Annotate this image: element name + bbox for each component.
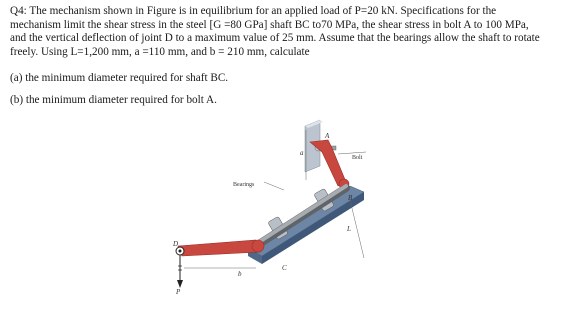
label-bearings: Bearings	[233, 182, 255, 188]
question-line-3: and the vertical deflection of joint D to a maximum value of 25 mm. Assume that the bearings allow the shaft to rotate	[10, 32, 540, 45]
label-b-point: B	[348, 194, 353, 202]
question-line-4: freely. Using L=1,200 mm, a =110 mm, and b = 210 mm, calculate	[10, 45, 310, 58]
label-a-dim: a	[300, 149, 304, 157]
part-b: (b) the minimum diameter required for bolt A.	[10, 94, 217, 106]
mechanism-figure	[160, 118, 370, 296]
label-p-load: P	[176, 288, 181, 296]
question-line-1: Q4: The mechanism shown in Figure is in equilibrium for an applied load of P=20 kN. Specifications for the	[10, 5, 497, 17]
load-arrow	[177, 255, 183, 288]
part-a: (a) the minimum diameter required for shaft BC.	[10, 72, 229, 84]
label-l-dim: L	[347, 225, 351, 233]
question-line-2: mechanism limit the shear stress in the steel [G =80 GPa] shaft BC to70 MPa, the shear stress in bolt A to 100 MPa,	[10, 18, 529, 31]
label-bolt: Bolt	[352, 155, 363, 161]
label-b-dim: b	[238, 270, 242, 278]
label-c-point: C	[282, 264, 287, 272]
question-text	[10, 5, 555, 59]
label-a-point: A	[325, 132, 330, 140]
label-d-point: D	[173, 240, 179, 248]
